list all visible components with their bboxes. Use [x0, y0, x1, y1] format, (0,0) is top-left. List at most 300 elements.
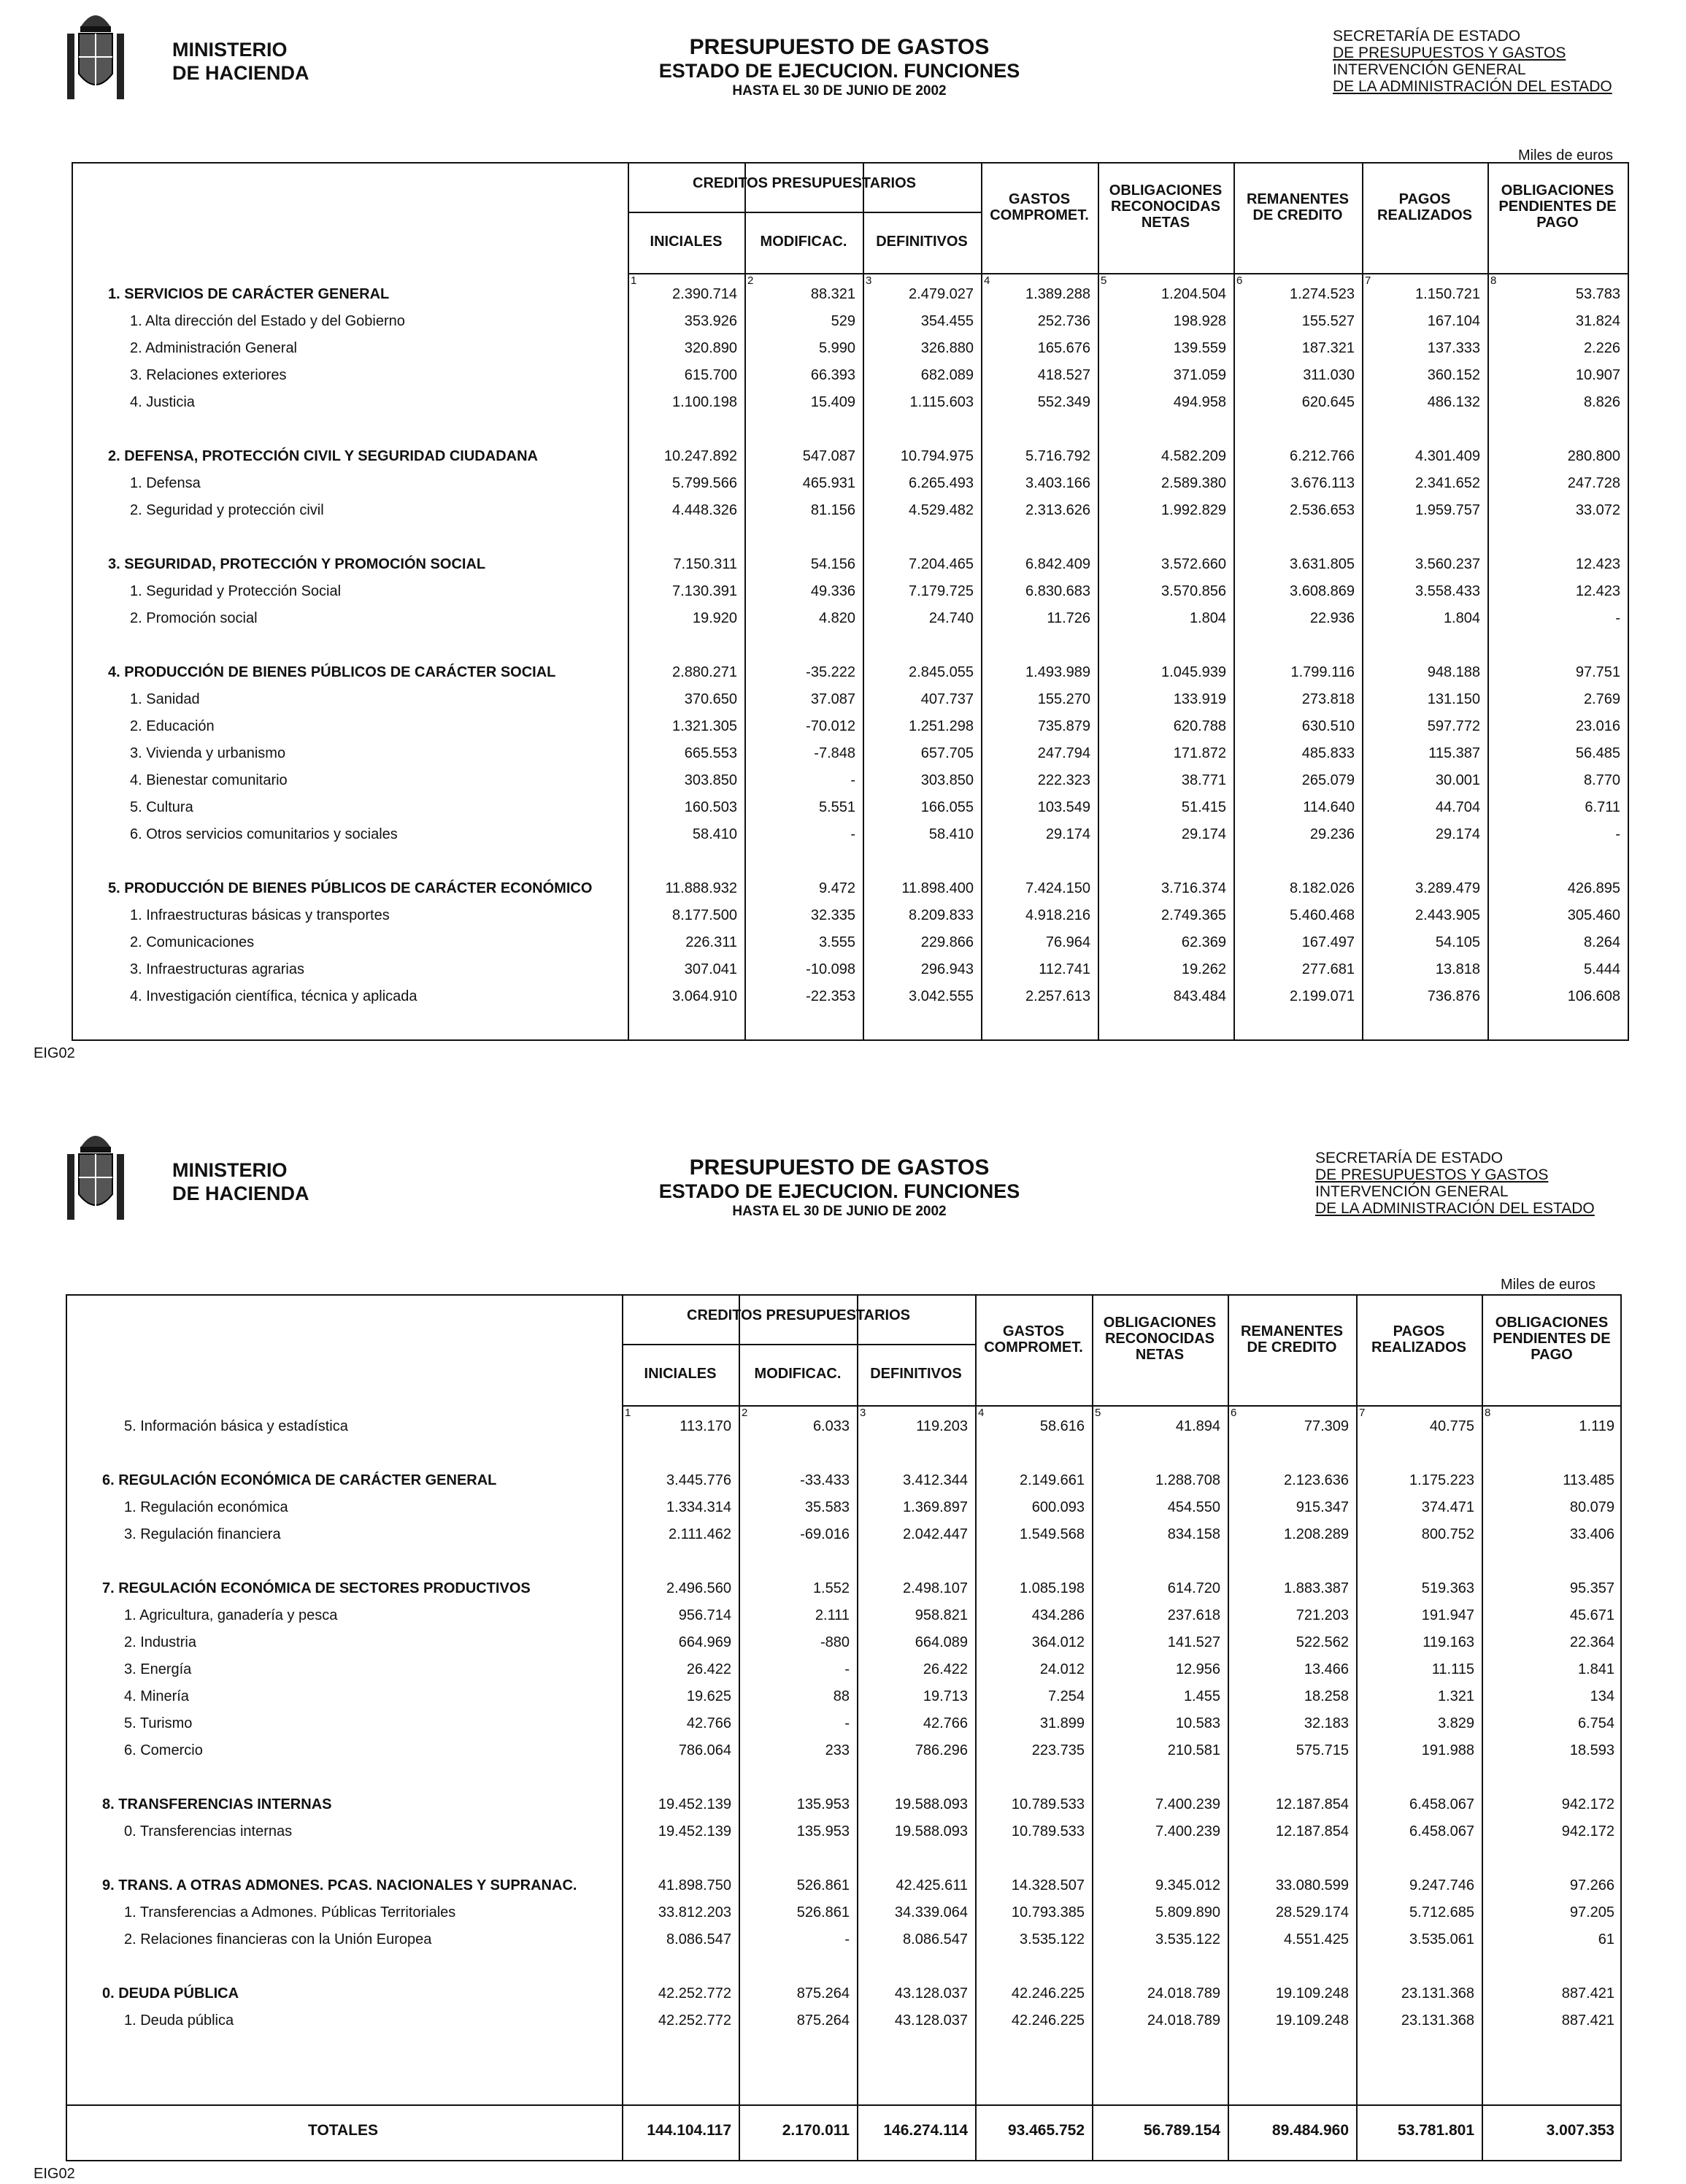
- table-row: [73, 502, 1628, 528]
- cell-value: 1.959.757: [1415, 502, 1480, 518]
- cell-value: 42.766: [923, 1715, 968, 1731]
- table-row: [73, 718, 1628, 745]
- cell-value: 114.640: [1303, 799, 1355, 815]
- row-label: 3. Infraestructuras agrarias: [130, 961, 304, 977]
- cell-value: 19.588.093: [894, 1796, 968, 1812]
- column-header-remanentes: [1228, 1323, 1356, 1356]
- section-row: [73, 286, 1628, 312]
- cell-value: 9.247.746: [1409, 1877, 1474, 1893]
- table-row: [73, 934, 1628, 961]
- column-number: 6: [1231, 1407, 1237, 1419]
- cell-value: 49.336: [810, 583, 855, 599]
- cell-value: 19.713: [923, 1688, 968, 1704]
- column-header-remanentes-line: DE CREDITO: [1247, 1339, 1337, 1356]
- cell-value: 210.581: [1167, 1742, 1220, 1758]
- cell-value: 10.793.385: [1011, 1904, 1085, 1920]
- cell-value: 1.334.314: [666, 1499, 731, 1515]
- table-row: [73, 907, 1628, 934]
- section-row: [67, 1796, 1620, 1823]
- table-row: [73, 367, 1628, 393]
- cell-value: 664.969: [678, 1634, 731, 1650]
- cell-value: 2.498.107: [903, 1580, 968, 1596]
- cell-value: 29.236: [1309, 826, 1355, 842]
- column-header-pendientes: [1487, 182, 1628, 231]
- column-header-remanentes-line: DE CREDITO: [1252, 207, 1343, 223]
- cell-value: 1.321: [1437, 1688, 1474, 1704]
- cell-value: 8.264: [1583, 934, 1620, 950]
- ministry-line-1: MINISTERIO: [172, 1159, 288, 1181]
- cell-value: 664.089: [915, 1634, 968, 1650]
- table-row: [67, 2012, 1620, 2039]
- table-row: [73, 475, 1628, 501]
- column-header-pagos: [1362, 191, 1487, 223]
- column-number: 8: [1485, 1407, 1491, 1419]
- cell-value: 4.918.216: [1025, 907, 1090, 923]
- cell-value: 187.321: [1301, 340, 1355, 356]
- cell-value: 3.608.869: [1290, 583, 1355, 599]
- cell-value: 454.550: [1167, 1499, 1220, 1515]
- cell-value: 97.751: [1575, 664, 1620, 680]
- cell-value: 526.861: [796, 1904, 850, 1920]
- cell-value: 42.246.225: [1011, 2012, 1085, 2029]
- section-row: [73, 664, 1628, 691]
- cell-value: 7.400.239: [1155, 1796, 1220, 1812]
- ministry-line-2: DE HACIENDA: [172, 62, 309, 84]
- budget-table-2: [66, 1294, 1622, 2161]
- cell-value: 280.800: [1567, 448, 1620, 464]
- section-label: 1. SERVICIOS DE CARÁCTER GENERAL: [108, 286, 390, 302]
- section-label: 5. PRODUCCIÓN DE BIENES PÚBLICOS DE CARÁCTER ECONÓMICO: [108, 880, 593, 896]
- column-header-pagos-line: PAGOS: [1398, 191, 1451, 207]
- cell-value: 786.064: [678, 1742, 731, 1758]
- cell-value: 1.274.523: [1290, 286, 1355, 302]
- cell-value: 23.131.368: [1401, 2012, 1474, 2029]
- cell-value: 33.406: [1569, 1526, 1614, 1542]
- secretaria-line-1: SECRETARÍA DE ESTADO: [1333, 28, 1521, 45]
- cell-value: 735.879: [1037, 718, 1090, 734]
- secretaria-line-4: DE LA ADMINISTRACIÓN DEL ESTADO: [1333, 78, 1612, 95]
- column-header-remanentes-line: REMANENTES: [1246, 191, 1349, 207]
- total-value: 93.465.752: [1007, 2122, 1085, 2139]
- section-label: 0. DEUDA PÚBLICA: [102, 1985, 239, 2002]
- table-row: [73, 988, 1628, 1015]
- cell-value: 6.265.493: [909, 475, 974, 491]
- cell-value: 1.841: [1577, 1661, 1614, 1677]
- cell-value: 24.018.789: [1147, 1985, 1220, 2002]
- report-date: HASTA EL 30 DE JUNIO DE 2002: [732, 83, 947, 99]
- cell-value: 76.964: [1045, 934, 1090, 950]
- cell-value: 2.257.613: [1025, 988, 1090, 1004]
- cell-value: 7.150.311: [673, 556, 737, 572]
- cell-value: 19.262: [1181, 961, 1226, 977]
- cell-value: 3.445.776: [666, 1472, 731, 1488]
- cell-value: 1.455: [1183, 1688, 1220, 1704]
- cell-value: 3.716.374: [1161, 880, 1226, 896]
- row-label: 1. Defensa: [130, 475, 201, 491]
- cell-value: 13.818: [1435, 961, 1480, 977]
- cell-value: 3.560.237: [1415, 556, 1480, 572]
- column-header-pendientes: [1482, 1315, 1622, 1363]
- section-row: [67, 1472, 1620, 1499]
- cell-value: 1.150.721: [1415, 286, 1480, 302]
- total-value: 2.170.011: [782, 2122, 850, 2139]
- row-label: 4. Justicia: [130, 394, 195, 410]
- cell-value: 113.170: [680, 1418, 731, 1434]
- secretaria-line-4: DE LA ADMINISTRACIÓN DEL ESTADO: [1315, 1200, 1595, 1217]
- cell-value: 265.079: [1301, 772, 1355, 788]
- cell-value: 54.156: [810, 556, 855, 572]
- cell-value: 80.079: [1569, 1499, 1614, 1515]
- table-row: [67, 1823, 1620, 1850]
- column-header-gastos-line: GASTOS: [1002, 1323, 1065, 1339]
- secretaria-line-3: INTERVENCIÓN GENERAL: [1315, 1183, 1509, 1200]
- column-header-obligaciones: [1098, 182, 1233, 231]
- column-header-obligaciones-line: RECONOCIDAS: [1104, 1331, 1215, 1347]
- cell-value: 19.452.139: [658, 1823, 731, 1839]
- cell-value: 19.588.093: [894, 1823, 968, 1839]
- row-label: 4. Investigación científica, técnica y aplicada: [130, 988, 417, 1004]
- cell-value: -33.433: [800, 1472, 850, 1488]
- cell-value: 167.104: [1427, 313, 1480, 329]
- cell-value: 7.400.239: [1155, 1823, 1220, 1839]
- table-row: [73, 961, 1628, 988]
- column-number: 7: [1365, 274, 1371, 287]
- cell-value: 198.928: [1173, 313, 1226, 329]
- cell-value: 33.072: [1575, 502, 1620, 518]
- cell-value: 5.809.890: [1155, 1904, 1220, 1920]
- cell-value: 434.286: [1031, 1607, 1085, 1623]
- table-row: [73, 583, 1628, 610]
- cell-value: 43.128.037: [894, 2012, 968, 2029]
- cell-value: 786.296: [915, 1742, 968, 1758]
- cell-value: 2.111.462: [668, 1526, 731, 1542]
- cell-value: 23.131.368: [1401, 1985, 1474, 2002]
- coat-of-arms-icon: [63, 4, 128, 107]
- column-header-gastos-line: COMPROMET.: [984, 1339, 1083, 1356]
- row-label: 2. Educación: [130, 718, 215, 734]
- cell-value: 11.888.932: [665, 880, 737, 896]
- table-row: [67, 1526, 1620, 1553]
- row-label: 2. Seguridad y protección civil: [130, 502, 324, 518]
- cell-value: 353.926: [684, 313, 737, 329]
- cell-value: 40.775: [1429, 1418, 1474, 1434]
- cell-value: 11.898.400: [901, 880, 974, 896]
- row-label: 3. Regulación financiera: [124, 1526, 281, 1542]
- cell-value: 35.583: [804, 1499, 850, 1515]
- cell-value: -: [850, 772, 855, 788]
- cell-value: 3.403.166: [1025, 475, 1090, 491]
- column-header-pendientes-line: PENDIENTES DE: [1498, 199, 1617, 215]
- cell-value: 526.861: [796, 1877, 850, 1893]
- cell-value: 7.254: [1047, 1688, 1085, 1704]
- footer-code: EIG02: [34, 2166, 75, 2182]
- cell-value: 97.205: [1569, 1904, 1614, 1920]
- cell-value: 134: [1590, 1688, 1614, 1704]
- table-row: [67, 1418, 1620, 1445]
- cell-value: 485.833: [1301, 745, 1355, 761]
- cell-value: 223.735: [1031, 1742, 1085, 1758]
- coat-of-arms-icon: [63, 1125, 128, 1227]
- total-value: 53.781.801: [1397, 2122, 1474, 2139]
- cell-value: 1.100.198: [672, 394, 737, 410]
- column-header-obligaciones-line: NETAS: [1141, 215, 1190, 231]
- cell-value: 6.842.409: [1025, 556, 1090, 572]
- cell-value: 30.001: [1435, 772, 1480, 788]
- cell-value: 77.309: [1304, 1418, 1349, 1434]
- cell-value: 311.030: [1303, 367, 1355, 383]
- cell-value: 307.041: [684, 961, 737, 977]
- column-number: 1: [631, 274, 637, 287]
- cell-value: 5.460.468: [1290, 907, 1355, 923]
- cell-value: 10.583: [1175, 1715, 1220, 1731]
- cell-value: 38.771: [1181, 772, 1226, 788]
- cell-value: 6.711: [1585, 799, 1620, 815]
- row-label: 2. Relaciones financieras con la Unión Europea: [124, 1931, 432, 1947]
- row-label: 1. Sanidad: [130, 691, 200, 707]
- cell-value: 247.728: [1567, 475, 1620, 491]
- cell-value: 11.726: [1047, 610, 1090, 626]
- cell-value: 547.087: [802, 448, 855, 464]
- table-row: [73, 394, 1628, 420]
- column-header-modificac: MODIFICAC.: [760, 234, 847, 250]
- cell-value: 1.369.897: [903, 1499, 968, 1515]
- cell-value: 233: [825, 1742, 850, 1758]
- table-row: [73, 340, 1628, 366]
- totals-row: [67, 2122, 1620, 2148]
- cell-value: 1.321.305: [672, 718, 737, 734]
- row-label: 3. Energía: [124, 1661, 192, 1677]
- cell-value: 615.700: [684, 367, 737, 383]
- column-header-pagos-line: REALIZADOS: [1377, 207, 1472, 223]
- row-label: 1. Infraestructuras básicas y transportes: [130, 907, 390, 923]
- cell-value: 18.258: [1304, 1688, 1349, 1704]
- column-header-pagos-line: REALIZADOS: [1371, 1339, 1466, 1356]
- cell-value: 31.824: [1575, 313, 1620, 329]
- cell-value: 273.818: [1301, 691, 1355, 707]
- cell-value: 942.172: [1561, 1823, 1614, 1839]
- cell-value: 29.174: [1181, 826, 1226, 842]
- cell-value: 5.990: [818, 340, 855, 356]
- cell-value: 4.582.209: [1161, 448, 1226, 464]
- cell-value: 1.799.116: [1290, 664, 1355, 680]
- cell-value: 3.412.344: [903, 1472, 968, 1488]
- cell-value: 66.393: [810, 367, 855, 383]
- cell-value: 23.016: [1575, 718, 1620, 734]
- cell-value: 3.535.122: [1155, 1931, 1220, 1947]
- cell-value: 19.920: [692, 610, 737, 626]
- column-header-iniciales: INICIALES: [650, 234, 723, 250]
- cell-value: 119.203: [916, 1418, 968, 1434]
- cell-value: 600.093: [1031, 1499, 1085, 1515]
- cell-value: 8.209.833: [909, 907, 974, 923]
- cell-value: 875.264: [796, 2012, 850, 2029]
- cell-value: 171.872: [1173, 745, 1226, 761]
- cell-value: 8.086.547: [903, 1931, 968, 1947]
- cell-value: 10.794.975: [900, 448, 974, 464]
- column-header-modificac: MODIFICAC.: [754, 1366, 842, 1382]
- table-row: [67, 1688, 1620, 1715]
- table-row: [67, 1661, 1620, 1688]
- group-divider: [622, 1344, 975, 1345]
- cell-value: 4.529.482: [909, 502, 974, 518]
- cell-value: 465.931: [802, 475, 855, 491]
- cell-value: 4.551.425: [1284, 1931, 1349, 1947]
- column-number: 5: [1095, 1407, 1101, 1419]
- cell-value: -: [1615, 610, 1620, 626]
- column-header-definitivos: DEFINITIVOS: [876, 234, 968, 250]
- cell-value: 3.535.061: [1409, 1931, 1474, 1947]
- cell-value: 115.387: [1428, 745, 1480, 761]
- cell-value: 226.311: [685, 934, 737, 950]
- section-label: 4. PRODUCCIÓN DE BIENES PÚBLICOS DE CARÁCTER SOCIAL: [108, 664, 556, 680]
- cell-value: 34.339.064: [894, 1904, 968, 1920]
- row-label: 1. Seguridad y Protección Social: [130, 583, 342, 599]
- row-label: 1. Regulación económica: [124, 1499, 288, 1515]
- cell-value: 28.529.174: [1275, 1904, 1349, 1920]
- cell-value: 61: [1598, 1931, 1614, 1947]
- cell-value: 24.018.789: [1147, 2012, 1220, 2029]
- table-row: [67, 1634, 1620, 1661]
- cell-value: 41.894: [1175, 1418, 1220, 1434]
- section-row: [73, 556, 1628, 582]
- cell-value: 103.549: [1037, 799, 1090, 815]
- cell-value: 58.410: [928, 826, 974, 842]
- table-row: [73, 745, 1628, 772]
- total-value: 144.104.117: [647, 2122, 731, 2139]
- cell-value: 958.821: [915, 1607, 968, 1623]
- cell-value: 1.045.939: [1161, 664, 1226, 680]
- cell-value: 131.150: [1427, 691, 1480, 707]
- cell-value: 682.089: [920, 367, 974, 383]
- cell-value: 135.953: [796, 1823, 850, 1839]
- table-row: [73, 610, 1628, 637]
- cell-value: 22.936: [1309, 610, 1355, 626]
- cell-value: 3.042.555: [909, 988, 974, 1004]
- column-header-obligaciones-line: NETAS: [1135, 1347, 1185, 1363]
- cell-value: 956.714: [678, 1607, 731, 1623]
- table-row: [73, 313, 1628, 339]
- cell-value: 620.645: [1301, 394, 1355, 410]
- row-label: 2. Industria: [124, 1634, 196, 1650]
- cell-value: 247.794: [1037, 745, 1090, 761]
- column-number: 6: [1236, 274, 1243, 287]
- table-row: [73, 799, 1628, 826]
- cell-value: 42.766: [686, 1715, 731, 1731]
- cell-value: 41.898.750: [658, 1877, 731, 1893]
- cell-value: 875.264: [796, 1985, 850, 2002]
- cell-value: 33.080.599: [1275, 1877, 1349, 1893]
- column-header-pendientes-line: OBLIGACIONES: [1501, 182, 1614, 199]
- ministry-line-2: DE HACIENDA: [172, 1183, 309, 1204]
- cell-value: 2.496.560: [666, 1580, 731, 1596]
- table-row: [67, 1904, 1620, 1931]
- row-label: 5. Información básica y estadística: [124, 1418, 348, 1434]
- cell-value: 1.175.223: [1409, 1472, 1474, 1488]
- cell-value: 10.789.533: [1011, 1823, 1085, 1839]
- cell-value: 112.741: [1039, 961, 1090, 977]
- cell-value: 6.830.683: [1025, 583, 1090, 599]
- section-row: [73, 448, 1628, 474]
- cell-value: 3.558.433: [1415, 583, 1480, 599]
- column-header-obligaciones-line: OBLIGACIONES: [1103, 1315, 1217, 1331]
- cell-value: 81.156: [810, 502, 855, 518]
- column-header-iniciales: INICIALES: [644, 1366, 717, 1382]
- table-row: [67, 1931, 1620, 1958]
- cell-value: 14.328.507: [1011, 1877, 1085, 1893]
- cell-value: 155.527: [1301, 313, 1355, 329]
- cell-value: 137.333: [1427, 340, 1480, 356]
- table-row: [67, 1607, 1620, 1634]
- report-title: PRESUPUESTO DE GASTOS: [689, 35, 990, 59]
- cell-value: 7.424.150: [1025, 880, 1090, 896]
- section-label: 3. SEGURIDAD, PROTECCIÓN Y PROMOCIÓN SOCIAL: [108, 556, 486, 572]
- cell-value: 657.705: [920, 745, 974, 761]
- cell-value: 12.187.854: [1275, 1823, 1349, 1839]
- footer-code: EIG02: [34, 1045, 75, 1061]
- cell-value: 29.174: [1435, 826, 1480, 842]
- cell-value: 2.042.447: [903, 1526, 968, 1542]
- cell-value: 2.199.071: [1290, 988, 1355, 1004]
- section-label: 7. REGULACIÓN ECONÓMICA DE SECTORES PRODUCTIVOS: [102, 1580, 531, 1596]
- column-number: 2: [747, 274, 754, 287]
- cell-value: 191.947: [1421, 1607, 1474, 1623]
- cell-value: 3.535.122: [1020, 1931, 1085, 1947]
- section-row: [67, 1985, 1620, 2012]
- cell-value: 522.562: [1296, 1634, 1349, 1650]
- cell-value: 37.087: [810, 691, 855, 707]
- column-header-obligaciones-line: OBLIGACIONES: [1109, 182, 1223, 199]
- cell-value: 88.321: [810, 286, 855, 302]
- cell-value: 2.880.271: [672, 664, 737, 680]
- cell-value: -: [844, 1931, 850, 1947]
- cell-value: 4.820: [818, 610, 855, 626]
- cell-value: 29.174: [1045, 826, 1090, 842]
- cell-value: 8.086.547: [666, 1931, 731, 1947]
- cell-value: 160.503: [684, 799, 737, 815]
- cell-value: 2.845.055: [909, 664, 974, 680]
- cell-value: 370.650: [684, 691, 737, 707]
- cell-value: 529: [831, 313, 855, 329]
- cell-value: 19.452.139: [658, 1796, 731, 1812]
- cell-value: 8.182.026: [1290, 880, 1355, 896]
- column-group-header: CREDITOS PRESUPUESTARIOS: [687, 1307, 910, 1323]
- section-row: [67, 1877, 1620, 1904]
- cell-value: 3.555: [818, 934, 855, 950]
- cell-value: 887.421: [1561, 2012, 1614, 2029]
- cell-value: 22.364: [1569, 1634, 1614, 1650]
- cell-value: 1.288.708: [1155, 1472, 1220, 1488]
- cell-value: -22.353: [806, 988, 855, 1004]
- cell-value: 2.769: [1583, 691, 1620, 707]
- row-label: 3. Relaciones exteriores: [130, 367, 287, 383]
- cell-value: 32.183: [1304, 1715, 1349, 1731]
- cell-value: 26.422: [686, 1661, 731, 1677]
- row-label: 4. Minería: [124, 1688, 189, 1704]
- table-row: [73, 826, 1628, 853]
- report-subtitle: ESTADO DE EJECUCION. FUNCIONES: [658, 1180, 1020, 1202]
- cell-value: 53.783: [1575, 286, 1620, 302]
- column-header-obligaciones: [1092, 1315, 1228, 1363]
- section-label: 2. DEFENSA, PROTECCIÓN CIVIL Y SEGURIDAD CIUDADANA: [108, 448, 538, 464]
- cell-value: 3.631.805: [1290, 556, 1355, 572]
- cell-value: 3.064.910: [672, 988, 737, 1004]
- cell-value: 6.754: [1577, 1715, 1614, 1731]
- column-header-gastos-line: COMPROMET.: [990, 207, 1089, 223]
- cell-value: 24.740: [928, 610, 974, 626]
- cell-value: 597.772: [1427, 718, 1480, 734]
- cell-value: 1.552: [812, 1580, 850, 1596]
- cell-value: 721.203: [1296, 1607, 1349, 1623]
